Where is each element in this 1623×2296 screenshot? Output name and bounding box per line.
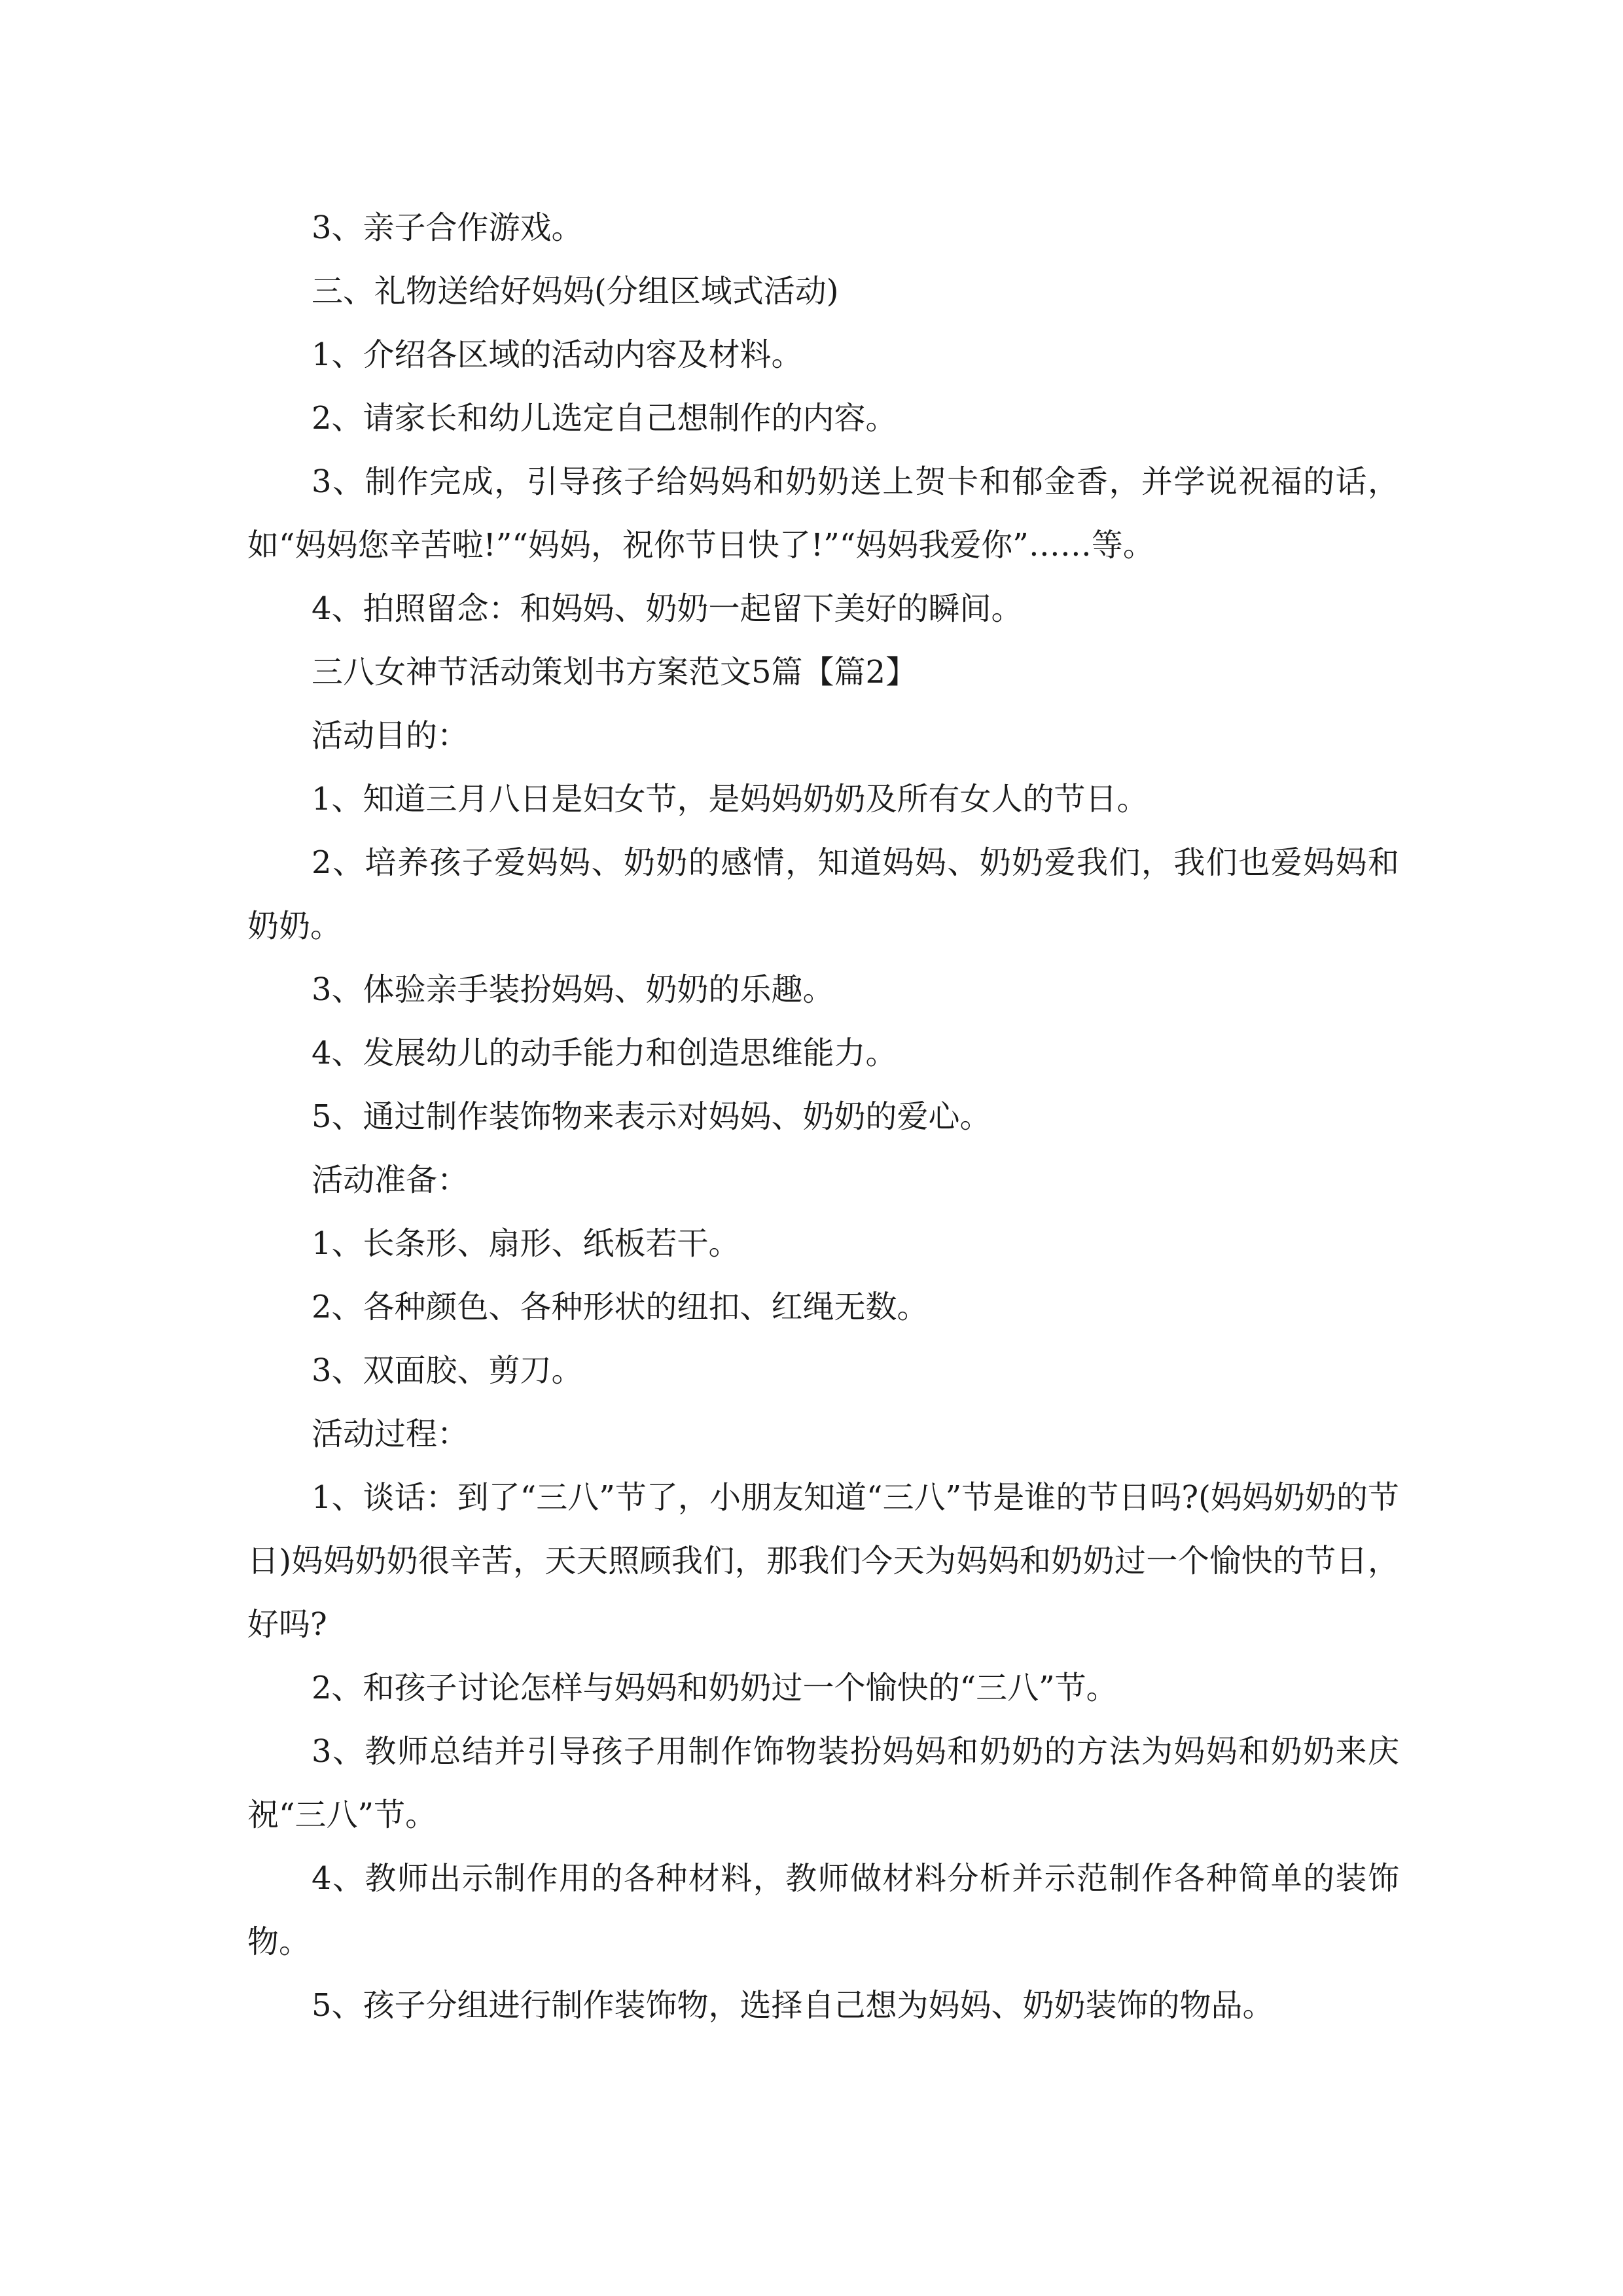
paragraph: 2、和孩子讨论怎样与妈妈和奶奶过一个愉快的“三八”节。: [312, 1670, 1118, 1706]
paragraph: 3、体验亲手装扮妈妈、奶奶的乐趣。: [312, 971, 834, 1008]
paragraph: 1、谈话：到了“三八”节了，小朋友知道“三八”节是谁的节日吗?(妈妈奶奶的节日)妈妈奶奶很辛苦，天天照顾我们，那我们今天为妈妈和奶奶过一个愉快的节日，好吗?: [247, 1479, 1399, 1643]
paragraph: 1、知道三月八日是妇女节，是妈妈奶奶及所有女人的节日。: [312, 781, 1149, 817]
paragraph: 2、培养孩子爱妈妈、奶奶的感情，知道妈妈、奶奶爱我们，我们也爱妈妈和奶奶。: [247, 844, 1399, 944]
section-heading: 活动目的：: [312, 717, 469, 754]
paragraph: 1、介绍各区域的活动内容及材料。: [312, 336, 803, 373]
paragraph: 5、孩子分组进行制作装饰物，选择自己想为妈妈、奶奶装饰的物品。: [312, 1987, 1274, 2024]
document-body: [247, 196, 1399, 2037]
paragraph: 3、教师总结并引导孩子用制作饰物装扮妈妈和奶奶的方法为妈妈和奶奶来庆祝“三八”节。: [247, 1733, 1399, 1833]
paragraph: 1、长条形、扇形、纸板若干。: [312, 1225, 740, 1262]
paragraph: 5、通过制作装饰物来表示对妈妈、奶奶的爱心。: [312, 1098, 991, 1135]
paragraph: 4、拍照留念：和妈妈、奶奶一起留下美好的瞬间。: [312, 590, 1023, 627]
paragraph: 3、双面胶、剪刀。: [312, 1352, 583, 1389]
paragraph: 2、请家长和幼儿选定自己想制作的内容。: [312, 400, 897, 437]
paragraph: 3、制作完成，引导孩子给妈妈和奶奶送上贺卡和郁金香，并学说祝福的话，如“妈妈您辛苦啦!”“妈妈，祝你节日快了!”“妈妈我爱你”……等。: [247, 463, 1399, 564]
article-title: 三八女神节活动策划书方案范文5篇【篇2】: [312, 654, 918, 691]
paragraph: 4、发展幼儿的动手能力和创造思维能力。: [312, 1035, 897, 1071]
section-heading: 三、礼物送给好妈妈(分组区域式活动): [312, 273, 839, 310]
paragraph: 3、亲子合作游戏。: [312, 209, 583, 246]
section-heading: 活动过程：: [312, 1416, 469, 1452]
section-heading: 活动准备：: [312, 1162, 469, 1198]
paragraph: 2、各种颜色、各种形状的纽扣、红绳无数。: [312, 1289, 929, 1325]
paragraph: 4、教师出示制作用的各种材料，教师做材料分析并示范制作各种简单的装饰物。: [247, 1860, 1399, 1960]
